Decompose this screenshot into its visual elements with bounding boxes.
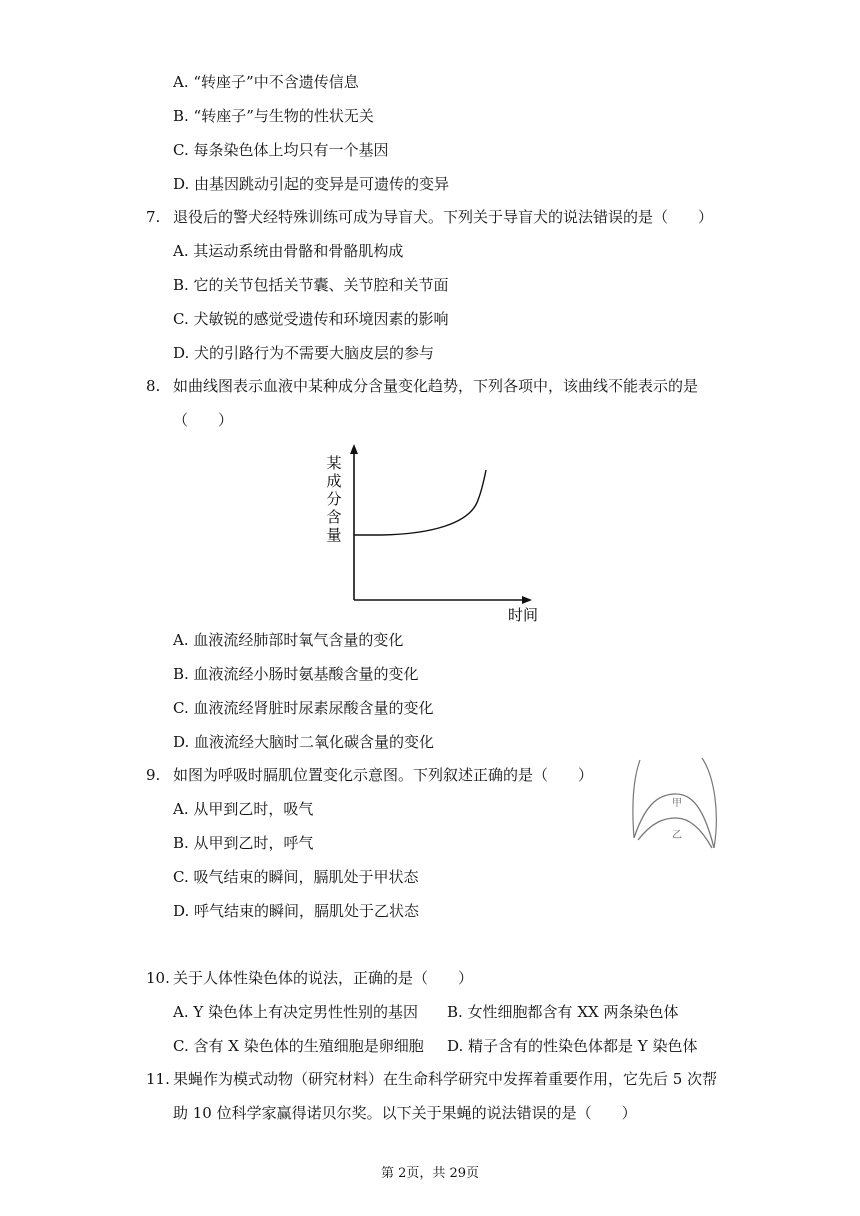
- q8-number: 8.: [146, 377, 161, 395]
- q9-number: 9.: [146, 766, 161, 784]
- q7-number: 7.: [146, 208, 161, 226]
- q8-stem-bracket: （ ）: [173, 411, 234, 429]
- page-footer: 第 2页，共 29页: [380, 1166, 480, 1181]
- trend-curve: [354, 470, 486, 535]
- q7-option-c: C. 犬敏锐的感觉受遗传和环境因素的影响: [173, 310, 449, 328]
- x-axis-arrow: [522, 596, 532, 604]
- q8-option-d: D. 血液流经大脑时二氧化碳含量的变化: [173, 733, 435, 751]
- x-axis-label: 时间: [507, 606, 539, 624]
- y-label-char-3: 分: [326, 490, 342, 508]
- q7-option-b: B. 它的关节包括关节囊、关节腔和关节面: [173, 276, 449, 294]
- q9-option-d: D. 呼气结束的瞬间，膈肌处于乙状态: [173, 902, 420, 920]
- q11-stem: 果蝇作为模式动物（研究材料）在生命科学研究中发挥着重要作用，它先后 5 次帮: [173, 1070, 718, 1088]
- q8-option-b: B. 血液流经小肠时氨基酸含量的变化: [173, 665, 419, 683]
- q6-option-c: C. 每条染色体上均只有一个基因: [173, 141, 389, 159]
- q8-option-c: C. 血液流经肾脏时尿素尿酸含量的变化: [173, 699, 434, 717]
- q6-option-b: B. “转座子”与生物的性状无关: [173, 107, 374, 125]
- y-label-char-2: 成: [326, 472, 342, 490]
- q10-option-c: C. 含有 X 染色体的生殖细胞是卵细胞: [173, 1037, 424, 1055]
- q6-option-d: D. 由基因跳动引起的变异是可遗传的变异: [173, 175, 450, 193]
- q10-option-d: D. 精子含有的性染色体都是 Y 染色体: [447, 1037, 698, 1055]
- q11-stem-continued: 助 10 位科学家赢得诺贝尔奖。以下关于果蝇的说法错误的是（ ）: [173, 1104, 637, 1122]
- y-label-char-4: 含: [326, 508, 342, 526]
- q9-option-a: A. 从甲到乙时，吸气: [173, 800, 314, 818]
- q9-option-b: B. 从甲到乙时，呼气: [173, 834, 314, 852]
- y-label-char-5: 量: [326, 526, 342, 544]
- q8-option-a: A. 血液流经肺部时氧气含量的变化: [173, 631, 404, 649]
- q9-diaphragm-figure: [628, 752, 728, 862]
- q7-stem: 退役后的警犬经特殊训练可成为导盲犬。下列关于导盲犬的说法错误的是（ ）: [173, 208, 714, 226]
- y-label-char-1: 某: [326, 454, 342, 472]
- q10-option-a: A. Y 染色体上有决定男性性别的基因: [173, 1003, 419, 1021]
- y-axis-arrow: [350, 444, 358, 454]
- q6-option-a: A. “转座子”中不含遗传信息: [173, 73, 359, 91]
- q10-number: 10.: [146, 969, 170, 987]
- q8-stem: 如曲线图表示血液中某种成分含量变化趋势，下列各项中，该曲线不能表示的是: [173, 377, 699, 395]
- q10-option-b: B. 女性细胞都含有 XX 两条染色体: [447, 1003, 679, 1021]
- label-jia: 甲: [672, 798, 682, 809]
- q7-option-d: D. 犬的引路行为不需要大脑皮层的参与: [173, 344, 435, 362]
- q7-option-a: A. 其运动系统由骨骼和骨骼肌构成: [173, 242, 404, 260]
- label-yi: 乙: [672, 830, 682, 841]
- q9-stem: 如图为呼吸时膈肌位置变化示意图。下列叙述正确的是（ ）: [173, 766, 594, 784]
- q10-stem: 关于人体性染色体的说法，正确的是（ ）: [173, 969, 474, 987]
- q8-curve-graph: [320, 440, 550, 630]
- q9-option-c: C. 吸气结束的瞬间，膈肌处于甲状态: [173, 868, 419, 886]
- q11-number: 11.: [146, 1070, 170, 1088]
